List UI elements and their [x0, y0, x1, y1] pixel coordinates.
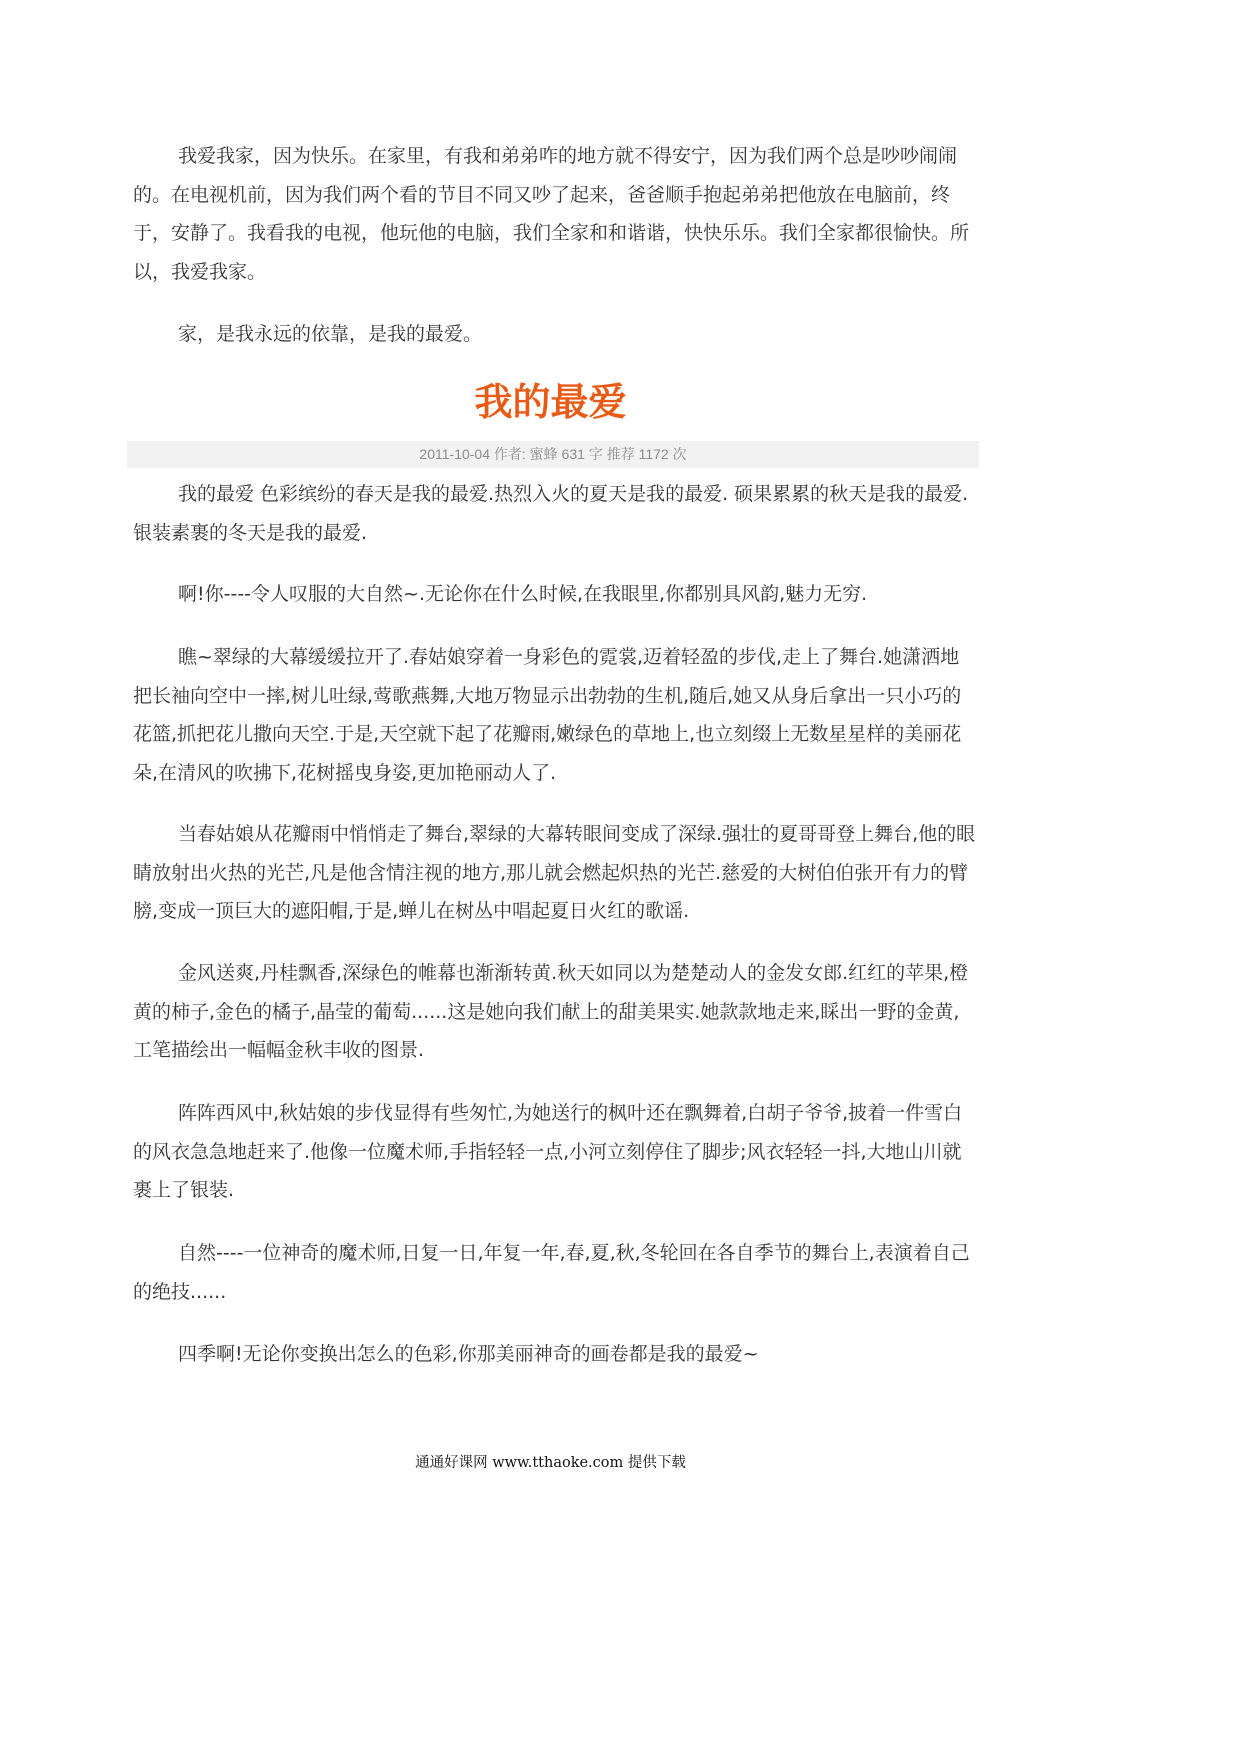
article-paragraph-5: 金风送爽,丹桂飘香,深绿色的帷幕也渐渐转黄.秋天如同以为楚楚动人的金发女郎.红红的苹果,橙黄的柿子,金色的橘子,晶莹的葡萄......这是她向我们献上的甜美果实.她款款地走来,睬出一野的金黄,工笔描绘出一幅幅金秋丰收的图景.	[133, 962, 969, 1061]
article-title: 我的最爱	[474, 380, 627, 424]
article-paragraph-8: 四季啊!无论你变换出怎么的色彩,你那美丽神奇的画卷都是我的最爱~	[178, 1343, 759, 1365]
page-footer: 通通好课网 www.tthaoke.com 提供下载	[415, 1455, 686, 1471]
article-paragraph-6: 阵阵西风中,秋姑娘的步伐显得有些匆忙,为她送行的枫叶还在飘舞着,白胡子爷爷,披着一件雪白的风衣急急地赶来了.他像一位魔术师,手指轻轻一点,小河立刻停住了脚步;风衣轻轻一抖,大地山川就裹上了银装.	[133, 1102, 963, 1201]
intro-paragraph-1: 我爱我家，因为快乐。在家里，有我和弟弟咋的地方就不得安宁，因为我们两个总是吵吵闹闹的。在电视机前，因为我们两个看的节目不同又吵了起来，爸爸顺手抱起弟弟把他放在电脑前，终于，安静了。我看我的电视，他玩他的电脑，我们全家和和谐谐，快快乐乐。我们全家都很愉快。所以，我爱我家。	[133, 145, 970, 283]
article-paragraph-7: 自然----一位神奇的魔术师,日复一日,年复一年,春,夏,秋,冬轮回在各自季节的舞台上,表演着自己的绝技......	[133, 1242, 970, 1303]
article-paragraph-2: 啊!你----令人叹服的大自然~.无论你在什么时候,在我眼里,你都别具风韵,魅力无穷.	[178, 583, 868, 605]
article-paragraph-3: 瞧~翠绿的大幕缓缓拉开了.春姑娘穿着一身彩色的霓裳,迈着轻盈的步伐,走上了舞台.她潇洒地把长袖向空中一摔,树儿吐绿,莺歌燕舞,大地万物显示出勃勃的生机,随后,她又从身后拿出一只小巧的花篮,抓把花儿撒向天空.于是,天空就下起了花瓣雨,嫩绿色的草地上,也立刻缀上无数星星样的美丽花朵,在清风的吹拂下,花树摇曳身姿,更加艳丽动人了.	[133, 646, 962, 784]
article-paragraph-4: 当春姑娘从花瓣雨中悄悄走了舞台,翠绿的大幕转眼间变成了深绿.强壮的夏哥哥登上舞台,他的眼睛放射出火热的光芒,凡是他含情注视的地方,那儿就会燃起炽热的光芒.慈爱的大树伯伯张开有力的臂膀,变成一顶巨大的遮阳帽,于是,蝉儿在树丛中唱起夏日火红的歌谣.	[133, 823, 976, 922]
intro-paragraph-2: 家，是我永远的依靠，是我的最爱。	[178, 323, 483, 345]
article-meta-bar: 2011-10-04 作者: 蜜蜂 631 字 推荐 1172 次	[127, 441, 979, 468]
article-paragraph-1: 我的最爱 色彩缤纷的春天是我的最爱.热烈入火的夏天是我的最爱. 硕果累累的秋天是我的最爱. 银装素裹的冬天是我的最爱.	[133, 483, 969, 544]
